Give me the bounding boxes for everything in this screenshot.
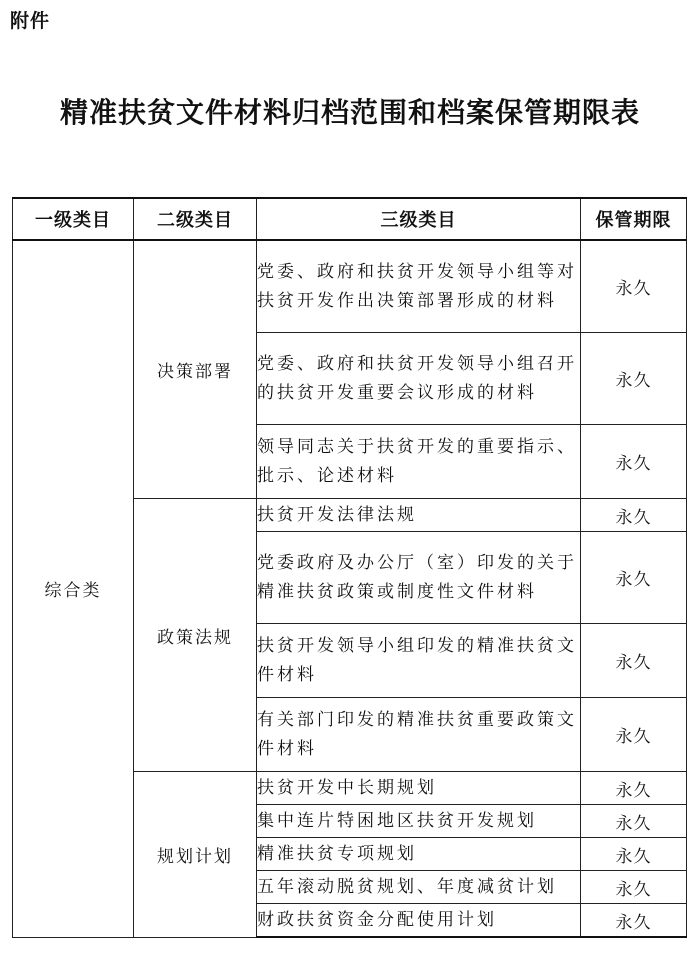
level3-item: 扶贫开发领导小组印发的精准扶贫文件材料 (257, 624, 581, 698)
level2-category-decision: 决策部署 (134, 240, 257, 499)
table-header-row (13, 198, 687, 240)
level3-item: 领导同志关于扶贫开发的重要指示、批示、论述材料 (257, 425, 581, 499)
retention-period: 永久 (581, 499, 687, 532)
column-header-level3: 三级类目 (257, 198, 581, 240)
level3-item: 财政扶贫资金分配使用计划 (257, 904, 581, 938)
level3-item: 五年滚动脱贫规划、年度减贫计划 (257, 871, 581, 904)
retention-period: 永久 (581, 333, 687, 425)
retention-period: 永久 (581, 425, 687, 499)
level3-item: 扶贫开发中长期规划 (257, 772, 581, 805)
retention-period: 永久 (581, 805, 687, 838)
retention-period: 永久 (581, 904, 687, 938)
level3-item: 党委、政府和扶贫开发领导小组召开的扶贫开发重要会议形成的材料 (257, 333, 581, 425)
level2-category-planning: 规划计划 (134, 772, 257, 938)
archive-retention-table (12, 197, 687, 938)
attachment-label: 附件 (10, 10, 51, 32)
retention-period: 永久 (581, 624, 687, 698)
level2-category-policy: 政策法规 (134, 499, 257, 772)
retention-period: 永久 (581, 698, 687, 772)
level3-item: 党委政府及办公厅（室）印发的关于精准扶贫政策或制度性文件材料 (257, 532, 581, 624)
level3-item: 集中连片特困地区扶贫开发规划 (257, 805, 581, 838)
table-row (13, 240, 687, 333)
level3-item: 扶贫开发法律法规 (257, 499, 581, 532)
retention-period: 永久 (581, 532, 687, 624)
retention-period: 永久 (581, 240, 687, 333)
column-header-retention-period: 保管期限 (581, 198, 687, 240)
retention-period: 永久 (581, 838, 687, 871)
level3-item: 精准扶贫专项规划 (257, 838, 581, 871)
retention-period: 永久 (581, 772, 687, 805)
level3-item: 党委、政府和扶贫开发领导小组等对扶贫开发作出决策部署形成的材料 (257, 240, 581, 333)
document-title: 精准扶贫文件材料归档范围和档案保管期限表 (59, 96, 640, 129)
level1-category: 综合类 (13, 240, 134, 937)
level3-item: 有关部门印发的精准扶贫重要政策文件材料 (257, 698, 581, 772)
column-header-level2: 二级类目 (134, 198, 257, 240)
retention-period: 永久 (581, 871, 687, 904)
column-header-level1: 一级类目 (13, 198, 134, 240)
